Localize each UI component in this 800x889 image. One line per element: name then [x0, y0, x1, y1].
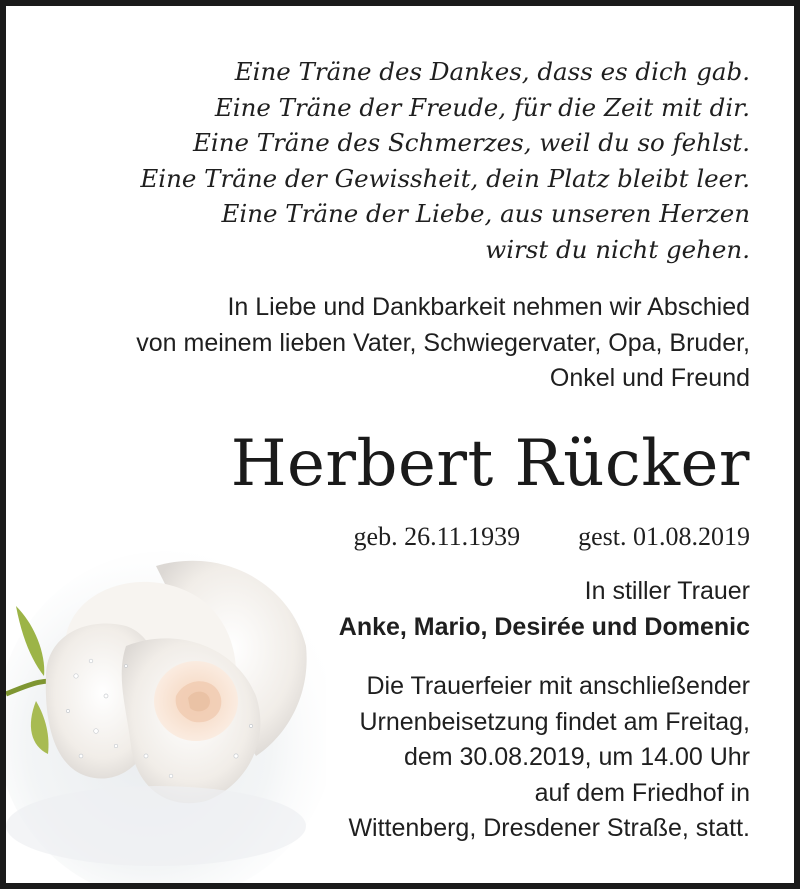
funeral-line: dem 30.08.2019, um 14.00 Uhr [403, 743, 750, 771]
birth-date: geb. 26.11.1939 [353, 522, 521, 551]
white-rose-image [6, 526, 326, 889]
farewell-line: von meinem lieben Vater, Schwiegervater, Opa, Bruder, [136, 328, 750, 357]
mourner-names: Anke, Mario, Desirée und Domenic [338, 613, 750, 641]
poem-line: wirst du nicht gehen. [485, 234, 750, 264]
funeral-line: Die Trauerfeier mit anschließender [366, 672, 750, 700]
poem-line: Eine Träne der Liebe, aus unseren Herzen [221, 199, 750, 228]
farewell-text [20, 290, 750, 397]
mourning-label: In stiller Trauer [584, 577, 750, 605]
poem [30, 54, 750, 267]
funeral-line: Wittenberg, Dresdener Straße, statt. [348, 814, 750, 842]
farewell-line: Onkel und Freund [549, 364, 750, 392]
poem-line: Eine Träne der Gewissheit, dein Platz bleibt leer. [140, 163, 750, 193]
poem-line: Eine Träne des Dankes, dass es dich gab. [234, 57, 750, 86]
poem-line: Eine Träne der Freude, für die Zeit mit dir. [214, 92, 750, 122]
death-date: gest. 01.08.2019 [578, 522, 750, 551]
funeral-line: auf dem Friedhof in [534, 778, 750, 807]
poem-line: Eine Träne des Schmerzes, weil du so fehlst. [192, 128, 750, 157]
funeral-line: Urnenbeisetzung findet am Freitag, [359, 707, 750, 736]
deceased-name: Herbert Rücker [230, 427, 750, 501]
farewell-line: In Liebe und Dankbarkeit nehmen wir Abschied [227, 293, 750, 321]
